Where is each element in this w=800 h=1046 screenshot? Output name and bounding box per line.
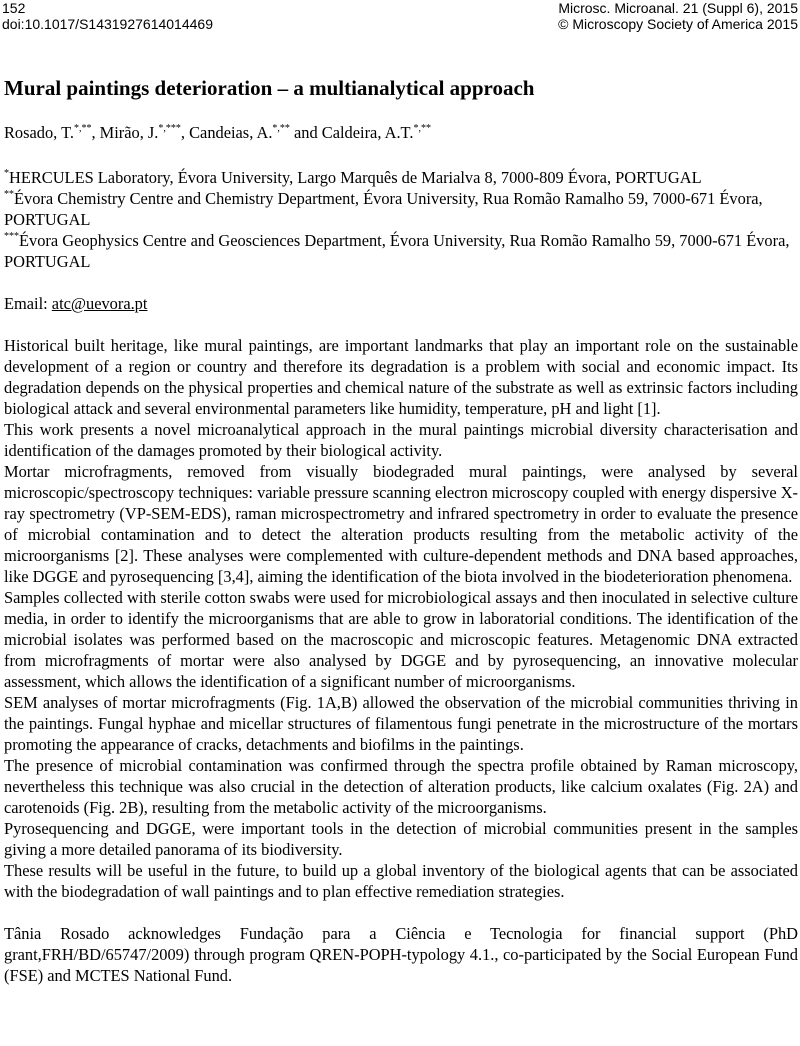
affiliation-mark: *** bbox=[4, 231, 19, 242]
author-separator: , bbox=[91, 123, 100, 142]
author-name: Mirão, J. bbox=[99, 123, 159, 142]
doi: doi:10.1017/S1431927614014469 bbox=[2, 16, 213, 32]
author-separator: , bbox=[180, 123, 190, 142]
paper-title: Mural paintings deterioration – a multianalytical approach bbox=[4, 76, 535, 100]
affiliation bbox=[4, 188, 798, 230]
email-label: Email: bbox=[4, 294, 52, 313]
author-name: Rosado, T. bbox=[4, 123, 74, 142]
author-separator: and bbox=[289, 123, 322, 142]
paragraph: This work presents a novel microanalytical approach in the mural paintings microbial diversity characterisation and identification of the damages promoted by their biological activity. bbox=[4, 420, 798, 460]
paragraph: The presence of microbial contamination was confirmed through the spectra profile obtained by Raman microscopy, nevertheless this technique was also crucial in the detection of alteration products, like calcium oxalates (Fig. 2A) and carotenoids (Fig. 2B), resulting from the metabolic activity of the microorganisms. bbox=[4, 756, 798, 817]
author-name: Caldeira, A.T. bbox=[321, 123, 414, 142]
author-name: Candeias, A. bbox=[189, 123, 273, 142]
paragraph: Mortar microfragments, removed from visually biodegraded mural paintings, were analysed by several microscopic/spectroscopy techniques: variable pressure scanning electron microscopy coupled with energy dispersive X-ray spectrometry (VP-SEM-EDS), raman microspectrometry and infrared spectrometry in order to evaluate the presence of microbial contamination and to detect the alteration products resulting from the metabolic activity of the microorganisms [2]. These analyses were complemented with culture-dependent methods and DNA based approaches, like DGGE and pyrosequencing [3,4], aiming the identification of the biota involved in the biodeterioration phenomena. bbox=[4, 462, 798, 586]
author bbox=[322, 123, 431, 142]
abstract-body bbox=[4, 335, 798, 902]
author-affil-mark: *,*** bbox=[158, 123, 181, 134]
affiliation-text: HERCULES Laboratory, Évora University, Largo Marquês de Marialva 8, 7000-809 Évora, PORTUGAL bbox=[9, 168, 702, 187]
affiliation bbox=[4, 230, 798, 272]
header-right bbox=[558, 0, 798, 32]
email-link[interactable]: atc@uevora.pt bbox=[51, 294, 148, 313]
author-affil-mark: *,** bbox=[73, 123, 92, 134]
author bbox=[189, 123, 290, 142]
author-affil-mark: *,** bbox=[272, 123, 290, 134]
copyright-notice: © Microscopy Society of America 2015 bbox=[558, 16, 798, 32]
paragraph: Historical built heritage, like mural paintings, are important landmarks that play an important role on the sustainable development of a region or country and therefore its degradation is a problem with social and economic impact. Its degradation depends on the physical properties and chemical nature of the substrate as well as extrinsic factors including biological attack and several environmental parameters like humidity, temperature, pH and light [1]. bbox=[4, 336, 798, 418]
journal-citation: Microsc. Microanal. 21 (Suppl 6), 2015 bbox=[558, 0, 798, 16]
author-affil-mark: *,** bbox=[413, 123, 431, 134]
paragraph: Pyrosequencing and DGGE, were important tools in the detection of microbial communities present in the samples giving a more detailed panorama of its biodiversity. bbox=[4, 819, 798, 859]
acknowledgment: Tânia Rosado acknowledges Fundação para a Ciência e Tecnologia for financial support (PhD grant,FRH/BD/65747/2009) through program QREN-POPH-typology 4.1., co-participated by the Social European Fund (FSE) and MCTES National Fund. bbox=[4, 924, 798, 985]
affiliation-text: Évora Geophysics Centre and Geosciences Department, Évora University, Rua Romão Ramalho 59, 7000-671 Évora, PORTUGAL bbox=[4, 231, 790, 271]
author bbox=[4, 123, 91, 142]
affiliation-text: Évora Chemistry Centre and Chemistry Department, Évora University, Rua Romão Ramalho 59, 7000-671 Évora, PORTUGAL bbox=[4, 189, 763, 229]
affiliations bbox=[4, 167, 798, 272]
page-header bbox=[0, 0, 800, 34]
paragraph: These results will be useful in the future, to build up a global inventory of the biological agents that can be associated with the biodegradation of wall paintings and to plan effective remediation strategies. bbox=[4, 861, 798, 901]
author-list bbox=[4, 122, 798, 143]
affiliation-mark: * bbox=[4, 168, 9, 179]
paragraph: Samples collected with sterile cotton swabs were used for microbiological assays and then inoculated in selective culture media, in order to identify the microorganisms that are able to grow in laboratorial conditions. The identification of the microbial isolates was performed based on the macroscopic and microscopic features. Metagenomic DNA extracted from microfragments of mortar were also analysed by DGGE and by pyrosequencing, an innovative molecular assessment, which allows the identification of a significant number of microorganisms. bbox=[4, 588, 798, 691]
contact-email bbox=[4, 293, 798, 314]
paragraph: SEM analyses of mortar microfragments (Fig. 1A,B) allowed the observation of the microbial communities thriving in the paintings. Fungal hyphae and micellar structures of filamentous fungi penetrate in the microstructure of the mortars promoting the appearance of cracks, detachments and biofilms in the paintings. bbox=[4, 693, 798, 754]
acknowledgment-section bbox=[4, 923, 798, 986]
article bbox=[4, 74, 798, 986]
page-number: 152 bbox=[2, 0, 26, 16]
header-left bbox=[2, 0, 213, 32]
author bbox=[100, 123, 181, 142]
affiliation bbox=[4, 167, 798, 188]
affiliation-mark: ** bbox=[4, 189, 14, 200]
